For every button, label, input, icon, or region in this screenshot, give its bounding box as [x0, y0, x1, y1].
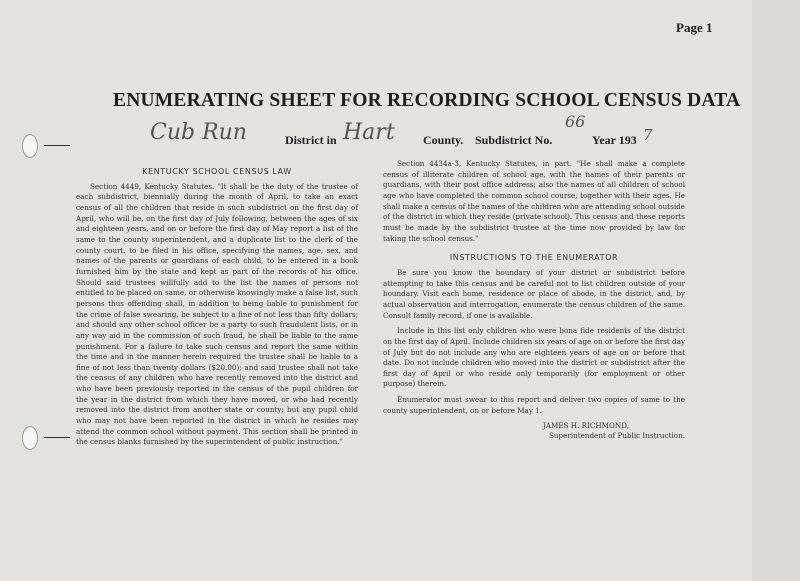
census-law-text: Section 4449, Kentucky Statutes. "It shall be the duty of the trustee of each subdistrict, biennially during the month of April, to take an exact census of all the children that reside in such subdistrict on the first day of April, who will be, on the first day of July following, between the ages of six and eighteen years, and on or before the first day of May report a list of the same to the county superintendent, and a duplicate list to the clerk of the county court, to be filed in his office, specifying the names, age, sex, and names of the parents or guardians of each child, to be entered in a book furnished him by the state and kept as part of the records of his office. Should said trustees willfully add to the list the names of persons not entitled to be placed on same, or otherwise knowingly make a false list, such persons thus offending shall, in addition to being liable to punishment for the crime of false swearing, be subject to a fine of not less than fifty dollars; and should any other school officer be a party to such fraudulent lists, or in any way aid in the commission of such fraud, he shall be liable to the same punishment. For a failure to take such census and report the same within the time and in the manner herein required the trustee shall be liable to a fine of not less than twenty dollars ($20.00); and said trustee shall not take the census of any children who have recently removed into the district and who have been previously reported in the census of the pupil children for the year in the district from which they have moved, or who had recently removed into the district from another state or county; but any pupil child who may not have been reported in the district in which he resides may attend the common school without payment. This section shall be printed in the census blanks furnished by the superintendent of public instruction.": [76, 181, 358, 447]
margin-dash-top: [44, 145, 70, 146]
signature-name: JAMES H. RICHMOND,: [542, 421, 629, 431]
punch-hole-top: [22, 134, 38, 158]
punch-hole-bottom: [22, 426, 38, 450]
county-label: County.: [423, 133, 464, 147]
signature-title: Superintendent of Public Instruction.: [548, 431, 685, 441]
left-column: [76, 167, 358, 448]
page-number: Page 1: [676, 20, 713, 35]
subdistrict-no-handwritten: 66: [565, 112, 586, 131]
instruction-paragraph: Include in this list only children who were bona fide residents of the district on the first day of April. Include children six years of age on or before the first day of July but do not include any who are eighteen years of age on or before that date. Do not include children who moved into the district or subdistrict after the first day of April or who reside only temporarily (for employment or other purpose) therein.: [383, 326, 685, 389]
margin-dash-bottom: [44, 437, 70, 438]
district-line: [140, 112, 653, 150]
background-edge: [752, 0, 800, 581]
section-4434-text: Section 4434a-3, Kentucky Statutes, in part. "He shall make a complete census of illiterate children of school age, with the names of their parents or guardians, with their post office address; also the names of all children of school age who have completed the common school course, together with their ages. He shall make a census of the names of the children who are attending school outside of the district in which they reside (private school). This census and these reports must be made by the subdistrict trustee at the time now provided by law for taking the school census.": [383, 159, 685, 243]
census-law-heading: KENTUCKY SCHOOL CENSUS LAW: [142, 167, 292, 176]
county-name-handwritten: Hart: [343, 120, 395, 145]
instruction-paragraph: Be sure you know the boundary of your district or subdistrict before attempting to take this census and be careful not to list children outside of your boundary. Visit each home, residence or place of abode, in the district, and, by actual observation and interrogation, enumerate the census children of the same. Consult family record, if one is available.: [383, 267, 685, 320]
year-label: Year 193: [592, 133, 637, 147]
form-title: ENUMERATING SHEET FOR RECORDING SCHOOL CENSUS DATA: [113, 90, 741, 111]
district-in-label: District in: [285, 133, 337, 147]
instruction-paragraph: Enumerator must swear to this report and deliver two copies of same to the county superintendent, on or before May 1.: [383, 395, 685, 415]
subdistrict-label: Subdistrict No.: [475, 133, 553, 147]
year-digit-handwritten: 7: [643, 126, 653, 144]
instructions-heading: INSTRUCTIONS TO THE ENUMERATOR: [449, 253, 619, 263]
district-name-handwritten: Cub Run: [150, 120, 247, 145]
right-column: [383, 159, 685, 441]
